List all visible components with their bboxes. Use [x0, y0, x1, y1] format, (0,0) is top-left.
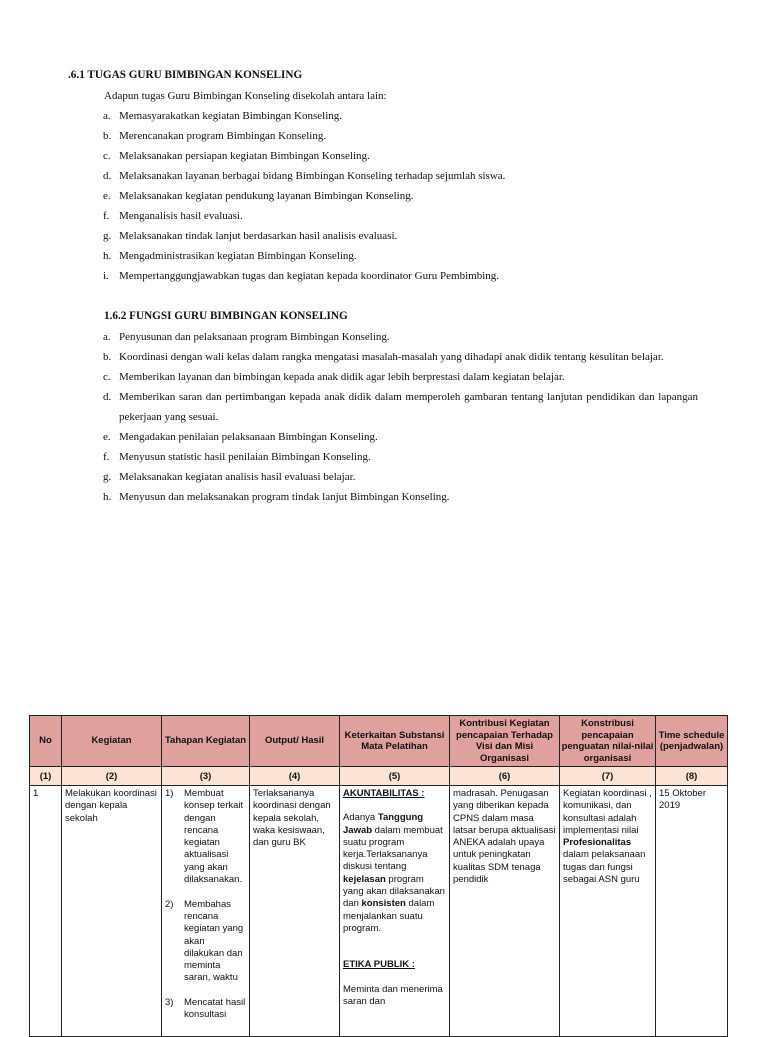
- cell-kontribusi-visi: madrasah. Penugasan yang diberikan kepada CPNS dalam masa latsar berupa aktualisasi ANEKA adalah upaya untuk peningkatan kualitas SDM tenaga pendidik: [450, 786, 560, 1037]
- list-item: [103, 226, 505, 246]
- section-1-list: [103, 106, 505, 286]
- section-1-title: .6.1 TUGAS GURU BIMBINGAN KONSELING: [68, 69, 303, 81]
- list-text: Melaksanakan layanan berbagai bidang Bimbingan Konseling terhadap sejumlah siswa.: [119, 170, 506, 182]
- list-item: [103, 166, 505, 186]
- list-item: [103, 387, 698, 427]
- activity-table: [29, 715, 728, 1037]
- list-item: [103, 246, 505, 266]
- list-item: [103, 126, 505, 146]
- column-header: Time schedule (penjadwalan): [656, 716, 728, 767]
- column-header: Konstribusi pencapaian penguatan nilai-nilai organisasi: [560, 716, 656, 767]
- column-number: (5): [340, 767, 450, 786]
- step-item: [165, 788, 246, 886]
- akuntabilitas-text: Adanya Tanggung Jawab dalam membuat suatu program kerja.Terlaksananya diskusi tentang kejelasan program yang akan dilaksanakan dan konsisten dalam menjalankan suatu program.: [343, 812, 445, 934]
- list-item: [103, 367, 698, 387]
- list-marker: d.: [103, 391, 112, 403]
- column-number: (8): [656, 767, 728, 786]
- list-item: [103, 447, 698, 467]
- list-text: Menyusun dan melaksanakan program tindak lanjut Bimbingan Konseling.: [119, 491, 450, 503]
- list-item: [103, 106, 505, 126]
- section-2-title: 1.6.2 FUNGSI GURU BIMBINGAN KONSELING: [104, 310, 348, 322]
- cell-keterkaitan: [340, 786, 450, 1037]
- list-marker: h.: [103, 491, 112, 503]
- column-number: (2): [62, 767, 162, 786]
- column-number: (1): [30, 767, 62, 786]
- list-marker: a.: [103, 110, 111, 122]
- cell-tahapan: [162, 786, 250, 1037]
- section-2-list: [103, 327, 698, 507]
- list-text: Menyusun statistic hasil penilaian Bimbingan Konseling.: [119, 451, 371, 463]
- list-item: [103, 487, 698, 507]
- column-header: Kegiatan: [62, 716, 162, 767]
- cell-kontribusi-nilai: Kegiatan koordinasi , komunikasi, dan konsultasi adalah implementasi nilai Profesionalitas dalam pelaksanaan tugas dan fungsi sebagai ASN guru: [560, 786, 656, 1037]
- column-header: Output/ Hasil: [250, 716, 340, 767]
- table-number-row: [30, 767, 728, 786]
- list-text: Melaksanakan kegiatan analisis hasil evaluasi belajar.: [119, 471, 356, 483]
- step-marker: 1): [165, 788, 174, 799]
- list-item: [103, 327, 698, 347]
- list-text: Mengadministrasikan kegiatan Bimbingan Konseling.: [119, 250, 357, 262]
- cell-no: 1: [30, 786, 62, 1037]
- list-marker: a.: [103, 331, 111, 343]
- table-row: [30, 786, 728, 1037]
- list-marker: e.: [103, 431, 111, 443]
- list-marker: h.: [103, 250, 112, 262]
- list-item: [103, 347, 698, 367]
- list-item: [103, 186, 505, 206]
- list-marker: b.: [103, 351, 112, 363]
- list-text: Menganalisis hasil evaluasi.: [119, 210, 243, 222]
- list-item: [103, 427, 698, 447]
- list-item: [103, 266, 505, 286]
- list-marker: c.: [103, 150, 111, 162]
- step-text: Membuat konsep terkait dengan rencana kegiatan aktualisasi yang akan dilaksanakan.: [184, 788, 244, 886]
- column-header: Tahapan Kegiatan: [162, 716, 250, 767]
- step-marker: 3): [165, 997, 174, 1009]
- list-text: Mempertanggungjawabkan tugas dan kegiatan kepada koordinator Guru Pembimbing.: [119, 270, 500, 282]
- list-text: Melaksanakan kegiatan pendukung layanan Bimbingan Konseling.: [119, 190, 414, 202]
- list-marker: b.: [103, 130, 112, 142]
- list-marker: d.: [103, 170, 112, 182]
- list-text: Mengadakan penilaian pelaksanaan Bimbingan Konseling.: [119, 431, 378, 443]
- step-marker: 2): [165, 898, 174, 910]
- cell-kegiatan: Melakukan koordinasi dengan kepala sekolah: [62, 786, 162, 1037]
- step-item: [165, 997, 246, 1022]
- list-marker: g.: [103, 230, 112, 242]
- list-marker: f.: [103, 210, 110, 222]
- list-item: [103, 206, 505, 226]
- cell-output: Terlaksananya koordinasi dengan kepala sekolah, waka kesiswaan, dan guru BK: [250, 786, 340, 1037]
- step-text: Mencatat hasil konsultasi: [184, 997, 246, 1021]
- step-item: [165, 899, 246, 985]
- column-header: Keterkaitan Substansi Mata Pelatihan: [340, 716, 450, 767]
- list-text: Memberikan saran dan pertimbangan kepada anak didik dalam memperoleh gambaran tentang lanjutan pendidikan dan lapangan pekerjaan yang sesuai.: [119, 391, 698, 423]
- list-text: Memasyarakatkan kegiatan Bimbingan Konseling.: [119, 110, 342, 122]
- list-item: [103, 467, 698, 487]
- list-text: Melaksanakan tindak lanjut berdasarkan hasil analisis evaluasi.: [119, 230, 398, 242]
- etika-publik-heading: ETIKA PUBLIK :: [343, 959, 415, 971]
- list-text: Melaksanakan persiapan kegiatan Bimbingan Konseling.: [119, 150, 370, 162]
- step-text: Membahas rencana kegiatan yang akan dilakukan dan meminta saran, waktu: [184, 898, 244, 984]
- list-text: Memberikan layanan dan bimbingan kepada anak didik agar lebih berprestasi dalam kegiatan belajar.: [119, 371, 565, 383]
- column-number: (6): [450, 767, 560, 786]
- column-header: No: [30, 716, 62, 767]
- cell-schedule: 15 Oktober 2019: [656, 786, 728, 1037]
- table-header-row: [30, 716, 728, 767]
- etika-publik-text: Meminta dan menerima saran dan: [343, 983, 443, 1007]
- list-text: Merencanakan program Bimbingan Konseling.: [119, 130, 327, 142]
- list-marker: g.: [103, 471, 112, 483]
- list-marker: e.: [103, 190, 111, 202]
- column-header: Kontribusi Kegiatan pencapaian Terhadap Visi dan Misi Organisasi: [450, 716, 560, 767]
- column-number: (4): [250, 767, 340, 786]
- list-marker: c.: [103, 371, 111, 383]
- section-1-intro: Adapun tugas Guru Bimbingan Konseling disekolah antara lain:: [104, 90, 387, 102]
- list-text: Penyusunan dan pelaksanaan program Bimbingan Konseling.: [119, 331, 390, 343]
- list-marker: i.: [103, 270, 109, 282]
- list-item: [103, 146, 505, 166]
- list-text: Koordinasi dengan wali kelas dalam rangka mengatasi masalah-masalah yang dihadapi anak didik tentang kesulitan belajar.: [119, 351, 664, 363]
- list-marker: f.: [103, 451, 110, 463]
- column-number: (7): [560, 767, 656, 786]
- column-number: (3): [162, 767, 250, 786]
- akuntabilitas-heading: AKUNTABILITAS :: [343, 788, 425, 799]
